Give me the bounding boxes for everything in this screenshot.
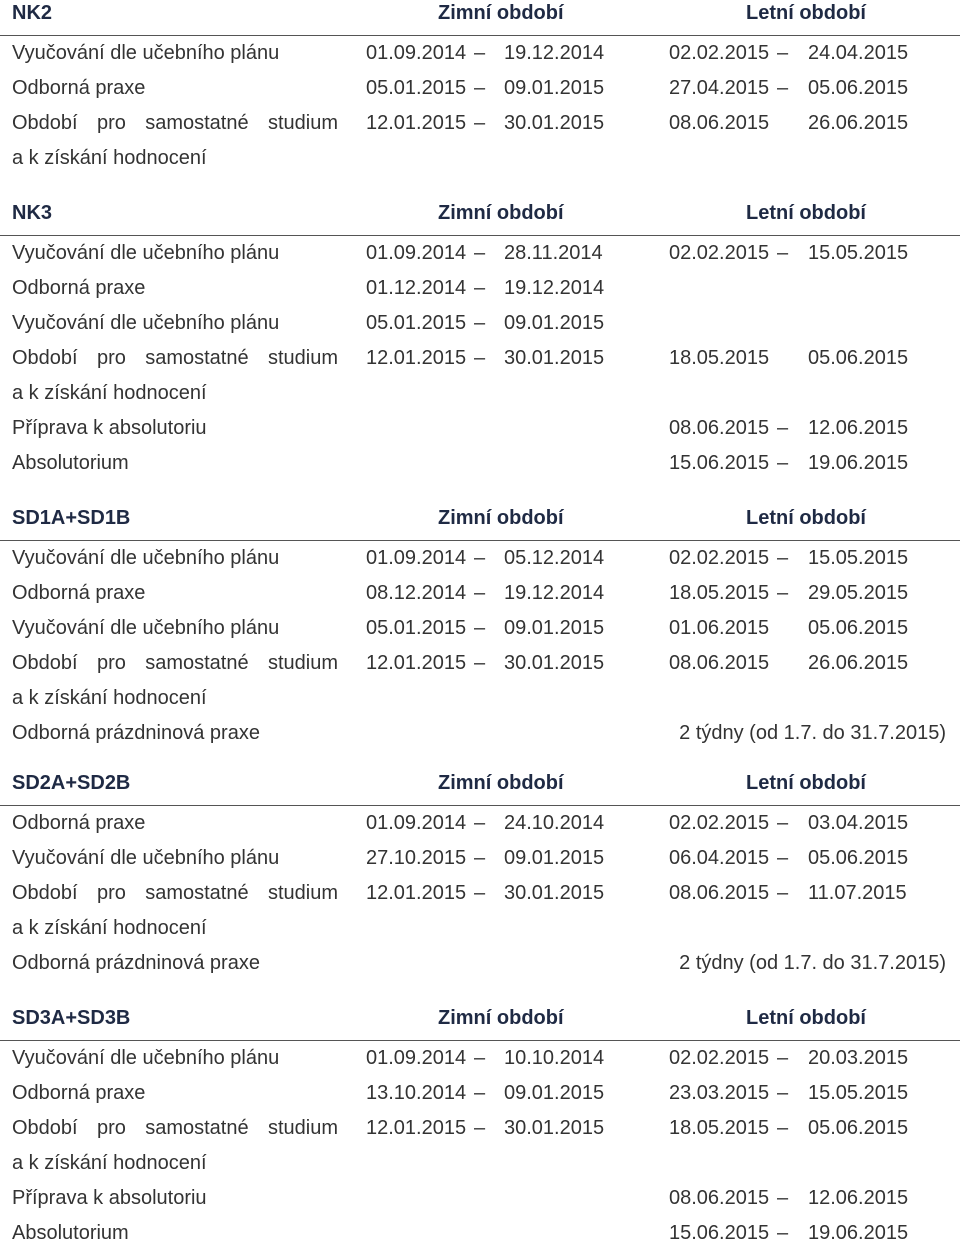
- date-dash: –: [777, 1222, 789, 1244]
- winter-end-date: 30.01.2015: [504, 112, 605, 134]
- summer-start-date: 02.02.2015: [669, 42, 770, 64]
- summer-start-date: 23.03.2015: [669, 1082, 770, 1104]
- activity-label: Vyučování dle učebního plánu: [12, 42, 280, 64]
- activity-label: Vyučování dle učebního plánu: [12, 1047, 280, 1069]
- schedule-row: [0, 1041, 960, 1076]
- winter-end-date: 30.01.2015: [504, 882, 605, 904]
- winter-end-date: 30.01.2015: [504, 652, 605, 674]
- class-group-name: SD1A+SD1B: [12, 507, 131, 529]
- summer-start-date: 02.02.2015: [669, 547, 770, 569]
- winter-start-date: 12.01.2015: [366, 112, 467, 134]
- date-dash: –: [474, 1082, 486, 1104]
- winter-start-date: 05.01.2015: [366, 617, 467, 639]
- activity-label: Absolutorium: [12, 1222, 129, 1244]
- winter-start-date: 01.09.2014: [366, 1047, 467, 1069]
- winter-start-date: 05.01.2015: [366, 312, 467, 334]
- section-header: [0, 1005, 960, 1041]
- schedule-row: [0, 411, 960, 446]
- winter-period-heading: Zimní období: [438, 2, 564, 24]
- summer-end-date: 26.06.2015: [808, 652, 909, 674]
- summer-start-date: 15.06.2015: [669, 452, 770, 474]
- winter-end-date: 09.01.2015: [504, 1082, 605, 1104]
- winter-start-date: 01.09.2014: [366, 42, 467, 64]
- schedule-row: [0, 576, 960, 611]
- date-dash: –: [474, 652, 486, 674]
- schedule-row: [0, 876, 960, 911]
- date-dash: –: [474, 1047, 486, 1069]
- section-header: [0, 0, 960, 36]
- date-dash: –: [474, 312, 486, 334]
- summer-period-heading: Letní období: [746, 507, 866, 529]
- summer-start-date: 06.04.2015: [669, 847, 770, 869]
- activity-label: Období pro samostatné studium: [12, 347, 338, 369]
- summer-start-date: 02.02.2015: [669, 812, 770, 834]
- summer-end-date: 05.06.2015: [808, 847, 909, 869]
- activity-label: Odborná praxe: [12, 582, 146, 604]
- date-dash: –: [474, 847, 486, 869]
- activity-label: a k získání hodnocení: [12, 382, 207, 404]
- activity-label: Odborná praxe: [12, 277, 146, 299]
- summer-start-date: 02.02.2015: [669, 242, 770, 264]
- summer-end-date: 29.05.2015: [808, 582, 909, 604]
- activity-label: Období pro samostatné studium: [12, 112, 338, 134]
- summer-end-date: 15.05.2015: [808, 547, 909, 569]
- schedule-row: [0, 1181, 960, 1216]
- summer-end-date: 11.07.2015: [808, 882, 907, 904]
- summer-period-heading: Letní období: [746, 1007, 866, 1029]
- date-dash: –: [474, 77, 486, 99]
- activity-label: Odborná prázdninová praxe: [12, 952, 260, 974]
- date-dash: –: [474, 112, 486, 134]
- winter-end-date: 10.10.2014: [504, 1047, 605, 1069]
- summer-start-date: 27.04.2015: [669, 77, 770, 99]
- date-dash: –: [777, 1082, 789, 1104]
- summer-end-date: 19.06.2015: [808, 1222, 909, 1244]
- summer-period-heading: Letní období: [746, 202, 866, 224]
- summer-start-date: 08.06.2015: [669, 112, 770, 134]
- activity-label: Odborná praxe: [12, 77, 146, 99]
- date-dash: –: [474, 812, 486, 834]
- summer-end-date: 26.06.2015: [808, 112, 909, 134]
- winter-end-date: 19.12.2014: [504, 42, 605, 64]
- summer-end-date: 03.04.2015: [808, 812, 909, 834]
- winter-end-date: 30.01.2015: [504, 347, 605, 369]
- schedule-row: [0, 716, 960, 751]
- schedule-row: [0, 681, 960, 716]
- schedule-section: [0, 200, 960, 481]
- winter-start-date: 12.01.2015: [366, 347, 467, 369]
- summer-end-date: 05.06.2015: [808, 77, 909, 99]
- date-dash: –: [474, 882, 486, 904]
- activity-label: Odborná praxe: [12, 1082, 146, 1104]
- schedule-row: [0, 236, 960, 271]
- schedule-row: [0, 841, 960, 876]
- activity-label: Příprava k absolutoriu: [12, 1187, 207, 1209]
- class-group-name: SD2A+SD2B: [12, 772, 131, 794]
- summer-end-date: 20.03.2015: [808, 1047, 909, 1069]
- holiday-practice-note: 2 týdny (od 1.7. do 31.7.2015): [679, 952, 946, 974]
- winter-end-date: 19.12.2014: [504, 582, 605, 604]
- winter-end-date: 09.01.2015: [504, 312, 605, 334]
- date-dash: –: [777, 812, 789, 834]
- date-dash: –: [474, 1117, 486, 1139]
- summer-period-heading: Letní období: [746, 2, 866, 24]
- summer-end-date: 05.06.2015: [808, 1117, 909, 1139]
- schedule-row: [0, 71, 960, 106]
- class-group-name: SD3A+SD3B: [12, 1007, 131, 1029]
- date-dash: –: [777, 77, 789, 99]
- schedule-row: [0, 106, 960, 141]
- date-dash: –: [777, 582, 789, 604]
- winter-period-heading: Zimní období: [438, 1007, 564, 1029]
- date-dash: –: [777, 547, 789, 569]
- activity-label: a k získání hodnocení: [12, 1152, 207, 1174]
- schedule-row: [0, 541, 960, 576]
- section-header: [0, 770, 960, 806]
- schedule-row: [0, 446, 960, 481]
- activity-label: a k získání hodnocení: [12, 687, 207, 709]
- winter-end-date: 28.11.2014: [504, 242, 603, 264]
- date-dash: –: [474, 547, 486, 569]
- activity-label: Příprava k absolutoriu: [12, 417, 207, 439]
- summer-start-date: 08.06.2015: [669, 652, 770, 674]
- holiday-practice-note: 2 týdny (od 1.7. do 31.7.2015): [679, 722, 946, 744]
- activity-label: Odborná praxe: [12, 812, 146, 834]
- activity-label: Absolutorium: [12, 452, 129, 474]
- schedule-row: [0, 141, 960, 176]
- schedule-row: [0, 911, 960, 946]
- section-header: [0, 505, 960, 541]
- schedule-row: [0, 1076, 960, 1111]
- summer-end-date: 05.06.2015: [808, 617, 909, 639]
- winter-start-date: 12.01.2015: [366, 652, 467, 674]
- date-dash: –: [777, 417, 789, 439]
- date-dash: –: [777, 847, 789, 869]
- summer-end-date: 12.06.2015: [808, 417, 909, 439]
- winter-end-date: 19.12.2014: [504, 277, 605, 299]
- schedule-row: [0, 376, 960, 411]
- class-group-name: NK2: [12, 2, 53, 24]
- summer-start-date: 08.06.2015: [669, 882, 770, 904]
- activity-label: Období pro samostatné studium: [12, 882, 338, 904]
- schedule-section: [0, 1005, 960, 1251]
- winter-end-date: 24.10.2014: [504, 812, 605, 834]
- activity-label: Vyučování dle učebního plánu: [12, 847, 280, 869]
- section-header: [0, 200, 960, 236]
- winter-start-date: 12.01.2015: [366, 882, 467, 904]
- winter-end-date: 30.01.2015: [504, 1117, 605, 1139]
- date-dash: –: [474, 347, 486, 369]
- schedule-row: [0, 611, 960, 646]
- winter-start-date: 01.09.2014: [366, 242, 467, 264]
- schedule-section: [0, 505, 960, 751]
- schedule-row: [0, 1111, 960, 1146]
- summer-start-date: 18.05.2015: [669, 582, 770, 604]
- winter-start-date: 01.09.2014: [366, 812, 467, 834]
- summer-end-date: 15.05.2015: [808, 242, 909, 264]
- summer-end-date: 12.06.2015: [808, 1187, 909, 1209]
- summer-end-date: 19.06.2015: [808, 452, 909, 474]
- winter-end-date: 09.01.2015: [504, 617, 605, 639]
- activity-label: Vyučování dle učebního plánu: [12, 242, 280, 264]
- schedule-row: [0, 306, 960, 341]
- date-dash: –: [474, 617, 486, 639]
- summer-start-date: 18.05.2015: [669, 1117, 770, 1139]
- winter-end-date: 05.12.2014: [504, 547, 605, 569]
- activity-label: Vyučování dle učebního plánu: [12, 312, 280, 334]
- summer-start-date: 08.06.2015: [669, 1187, 770, 1209]
- summer-end-date: 05.06.2015: [808, 347, 909, 369]
- winter-start-date: 12.01.2015: [366, 1117, 467, 1139]
- schedule-row: [0, 1216, 960, 1251]
- schedule-section: [0, 0, 960, 176]
- winter-start-date: 08.12.2014: [366, 582, 467, 604]
- winter-start-date: 13.10.2014: [366, 1082, 467, 1104]
- winter-period-heading: Zimní období: [438, 772, 564, 794]
- schedule-row: [0, 271, 960, 306]
- summer-start-date: 18.05.2015: [669, 347, 770, 369]
- winter-period-heading: Zimní období: [438, 202, 564, 224]
- date-dash: –: [777, 882, 789, 904]
- schedule-row: [0, 341, 960, 376]
- activity-label: Vyučování dle učebního plánu: [12, 617, 280, 639]
- summer-start-date: 02.02.2015: [669, 1047, 770, 1069]
- schedule-row: [0, 36, 960, 71]
- summer-end-date: 24.04.2015: [808, 42, 909, 64]
- schedule-row: [0, 1146, 960, 1181]
- winter-period-heading: Zimní období: [438, 507, 564, 529]
- schedule-row: [0, 646, 960, 681]
- date-dash: –: [474, 42, 486, 64]
- winter-end-date: 09.01.2015: [504, 77, 605, 99]
- activity-label: Období pro samostatné studium: [12, 652, 338, 674]
- date-dash: –: [777, 1047, 789, 1069]
- winter-start-date: 27.10.2015: [366, 847, 467, 869]
- schedule-section: [0, 770, 960, 981]
- winter-start-date: 01.12.2014: [366, 277, 467, 299]
- date-dash: –: [474, 277, 486, 299]
- date-dash: –: [777, 242, 789, 264]
- summer-start-date: 15.06.2015: [669, 1222, 770, 1244]
- summer-start-date: 08.06.2015: [669, 417, 770, 439]
- class-group-name: NK3: [12, 202, 53, 224]
- activity-label: Odborná prázdninová praxe: [12, 722, 260, 744]
- date-dash: –: [777, 1117, 789, 1139]
- winter-end-date: 09.01.2015: [504, 847, 605, 869]
- date-dash: –: [474, 242, 486, 264]
- date-dash: –: [474, 582, 486, 604]
- activity-label: a k získání hodnocení: [12, 917, 207, 939]
- activity-label: a k získání hodnocení: [12, 147, 207, 169]
- summer-period-heading: Letní období: [746, 772, 866, 794]
- activity-label: Vyučování dle učebního plánu: [12, 547, 280, 569]
- activity-label: Období pro samostatné studium: [12, 1117, 338, 1139]
- date-dash: –: [777, 452, 789, 474]
- winter-start-date: 01.09.2014: [366, 547, 467, 569]
- schedule-row: [0, 946, 960, 981]
- date-dash: –: [777, 1187, 789, 1209]
- schedule-row: [0, 806, 960, 841]
- winter-start-date: 05.01.2015: [366, 77, 467, 99]
- date-dash: –: [777, 42, 789, 64]
- summer-end-date: 15.05.2015: [808, 1082, 909, 1104]
- summer-start-date: 01.06.2015: [669, 617, 770, 639]
